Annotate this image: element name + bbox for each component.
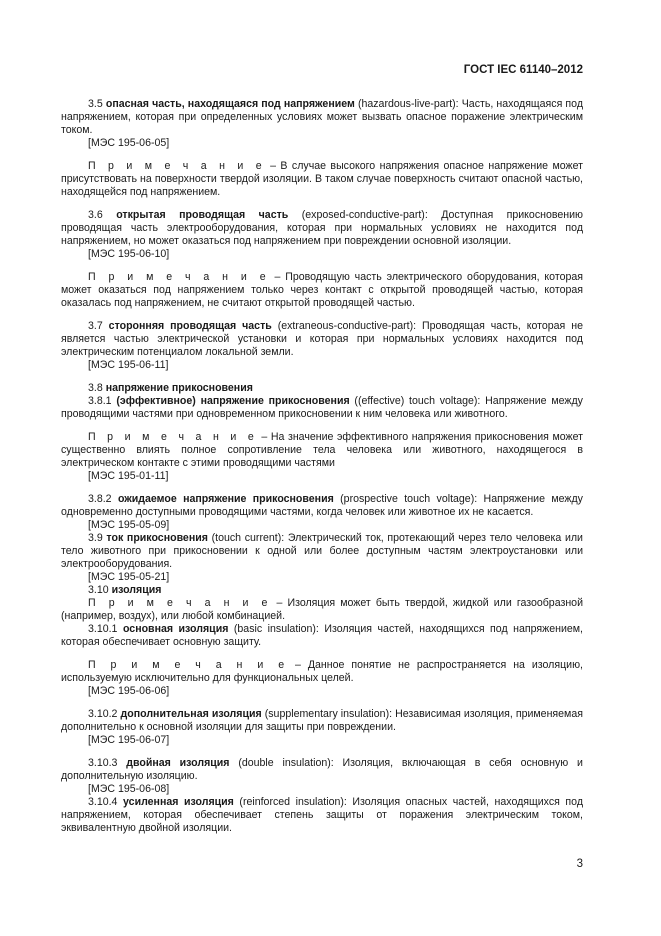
reference: [МЭС 195-06-11] (88, 359, 169, 371)
term: основная изоляция (122, 623, 229, 635)
term: изоляция (111, 584, 162, 596)
clause-3-10-2: 3.10.2 дополнительная изоляция (supplementary insulation): Независимая изоляция, применяемая дополнительно к основной изоляции для защиты при повреждении. (61, 708, 583, 733)
document-body (61, 98, 583, 835)
term: дополнительная изоляция (120, 708, 262, 720)
term: опасная часть, находящаяся под напряжением (105, 98, 355, 110)
clause-3-7: 3.7 сторонняя проводящая часть (extraneous-conductive-part): Проводящая часть, которая не является частью электрической установки и которая при нормальных условиях находится под электрическим потенциалом локальной земли. (61, 320, 583, 358)
clause-3-8-2: 3.8.2 ожидаемое напряжение прикосновения (prospective touch voltage): Напряжение между одновременно доступными проводящими частями, когда человек или животное их не касается. (61, 493, 583, 518)
clause-3-9: 3.9 ток прикосновения (touch current): Электрический ток, протекающий через тело человека или тело животного при прикосновении к одной или более доступным частям электроустановки или электрооборудования. (61, 532, 583, 570)
reference: [МЭС 195-06-05] (88, 137, 170, 149)
clause-3-8-1: 3.8.1 (эффективное) напряжение прикосновения ((effective) touch voltage): Напряжение между проводящими частями при одновременном прикосновении к ним человека или животного. (61, 395, 583, 420)
reference: [МЭС 195-06-06] (88, 685, 170, 697)
note: П р и м е ч а н и е – Данное понятие не распространяется на изоляцию, используемую исключительно для функциональных целей. (61, 659, 583, 684)
reference: [МЭС 195-05-21] (88, 571, 170, 583)
clause-3-6: 3.6 открытая проводящая часть (exposed-conductive-part): Доступная прикосновению проводящая часть электрооборудования, которая при нормальных условиях не находится под напряжением, но может оказаться под напряжением при повреждении основной изоляции. (61, 209, 583, 247)
note: П р и м е ч а н и е – Изоляция может быть твердой, жидкой или газообразной (например, воздух), или любой комбинацией. (61, 597, 583, 622)
clause-3-10-1: 3.10.1 основная изоляция (basic insulation): Изоляция частей, находящихся под напряжением, которая обеспечивает основную защиту. (61, 623, 583, 648)
term: напряжение прикосновения (105, 382, 253, 394)
term: двойная изоляция (126, 757, 230, 769)
reference: [МЭС 195-06-10] (88, 248, 170, 260)
clause-3-8: 3.8 напряжение прикосновения (88, 382, 253, 394)
reference: [МЭС 195-05-09] (88, 519, 170, 531)
reference: [МЭС 195-01-11] (88, 470, 169, 482)
reference: [МЭС 195-06-08] (88, 783, 170, 795)
clause-3-5: 3.5 опасная часть, находящаяся под напряжением (hazardous-live-part): Часть, находящаяся под напряжением, которая при определенных условиях может вызвать опасное поражение электрическим током. (61, 98, 583, 136)
document-code: ГОСТ IEC 61140–2012 (463, 64, 583, 76)
page-number: 3 (576, 858, 583, 870)
term: (эффективное) напряжение прикосновения (116, 395, 350, 407)
reference: [МЭС 195-06-07] (88, 734, 170, 746)
note: П р и м е ч а н и е – На значение эффективного напряжения прикосновения может существенно влиять полное сопротивление тела человека или животного, находящегося в электрическом контакте с этими проводящими частями (61, 431, 583, 469)
clause-3-10-4: 3.10.4 усиленная изоляция (reinforced insulation): Изоляция опасных частей, находящихся под напряжением, которая обеспечивает степень защиты от поражения электрическим током, эквивалентную двойной изоляции. (61, 796, 584, 834)
clause-3-10: 3.10 изоляция (88, 584, 162, 596)
term: ток прикосновения (106, 532, 208, 544)
term: ожидаемое напряжение прикосновения (117, 493, 334, 505)
term: усиленная изоляция (123, 796, 234, 808)
clause-3-10-3: 3.10.3 двойная изоляция (double insulation): Изоляция, включающая в себя основную и дополнительную изоляцию. (61, 757, 583, 782)
term: сторонняя проводящая часть (108, 320, 272, 332)
note: П р и м е ч а н и е – В случае высокого напряжения опасное напряжение может присутствовать на поверхности твердой изоляции. В таком случае поверхность считают опасной частью, находящейся под напряжением. (61, 160, 583, 198)
term: открытая проводящая часть (116, 209, 289, 221)
note: П р и м е ч а н и е – Проводящую часть электрического оборудования, которая может оказаться под напряжением только через контакт с открытой проводящей частью, которая оказалась под напряжением, не считают открытой проводящей частью. (61, 271, 583, 309)
